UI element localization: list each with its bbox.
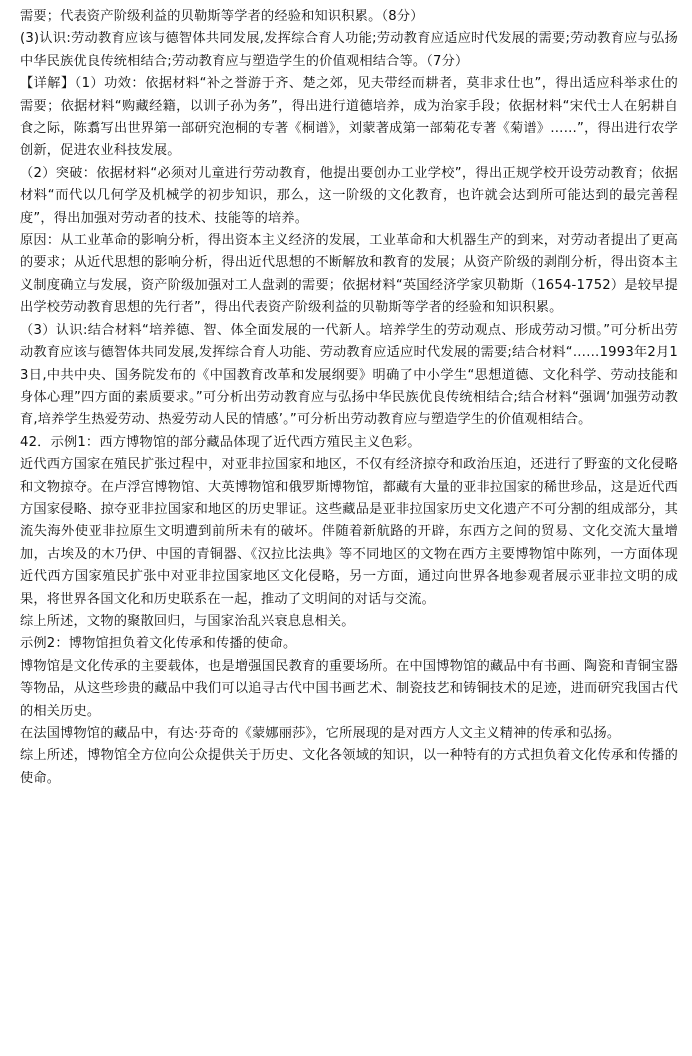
paragraph-explanation-1: 【详解】（1）功效：依据材料“补之誉游于齐、楚之郊，见夫带经而耕者，莫非求仕也”，得出适应科举求仕的需要；依据材料“购藏经籍，以训子孙为务”，得出进行道德培养，成为治家手段；依据材料“宋代士人在躬耕自食之际，陈翥写出世界第一部研究泡桐的专著《桐谱》，刘蒙著成第一部菊花专著《菊谱》……”，得出进行农学创新，促进农业科技发展。 [20, 76, 678, 159]
paragraph-q42-example-2-louvre: 在法国博物馆的藏品中，有达·芬奇的《蒙娜丽莎》，它所展现的是对西方人文主义精神的传承和弘扬。 [20, 726, 621, 741]
paragraph-explanation-3: （3）认识:结合材料“培养德、智、体全面发展的一代新人。培养学生的劳动观点、形成劳动习惯。”可分析出劳动教育应该与德智体共同发展,发挥综合育人功能、劳动教育应适应时代发展的需要;结合材料“……1993年2月13日,中共中央、国务院发布的《中国教育改革和发展纲要》明确了中小学生“思想道德、文化科学、劳动技能和身体心理”四方面的素质要求。”可分析出劳动教育应与弘扬中华民族优良传统相结合;结合材料“强调‘加强劳动教育,培养学生热爱劳动、热爱劳动人民的情感’。”可分析出劳动教育应与塑造学生的价值观相结合。 [20, 322, 678, 428]
paragraph-q42-example-2-body: 博物馆是文化传承的主要载体，也是增强国民教育的重要场所。在中国博物馆的藏品中有书画、陶瓷和青铜宝器等物品，从这些珍贵的藏品中我们可以追寻古代中国书画艺术、制瓷技艺和铸铜技术的足迹，进而研究我国古代的相关历史。 [20, 658, 678, 719]
paragraph-q42-example-1-body: 近代西方国家在殖民扩张过程中，对亚非拉国家和地区，不仅有经济掠夺和政治压迫，还进行了野蛮的文化侵略和文物掠夺。在卢浮宫博物馆、大英博物馆和俄罗斯博物馆，都藏有大量的亚非拉国家的稀世珍品，这是近代西方国家侵略、掠夺亚非拉国家和地区的历史罪证。这些藏品是亚非拉国家历史文化遗产不可分割的组成部分，其流失海外使亚非拉原生文明遭到前所未有的破坏。伴随着新航路的开辟，东西方之间的贸易、文化交流大量增加，古埃及的木乃伊、中国的青铜器、《汉拉比法典》等不同地区的文物在西方主要博物馆中陈列，一方面体现近代西方国家殖民扩张中对亚非拉国家地区文化侵略，另一方面，通过向世界各地参观者展示亚非拉文明的成果，将世界各国文化和历史联系在一起，推动了文明间的对话与交流。 [20, 457, 678, 607]
paragraph-answer-3: (3)认识:劳动教育应该与德智体共同发展,发挥综合育人功能;劳动教育应适应时代发展的需要;劳动教育应与弘扬中华民族优良传统相结合;劳动教育应与塑造学生的价值观相结合等。（7分） [20, 31, 678, 69]
paragraph-q42-example-2-summary: 综上所述，博物馆全方位向公众提供关于历史、文化各领域的知识，以一种特有的方式担负着文化传承和传播的使命。 [20, 748, 678, 786]
paragraph-answer-2-end: 需要；代表资产阶级利益的贝勒斯等学者的经验和知识积累。（8分） [20, 9, 424, 24]
paragraph-explanation-2: （2）突破：依据材料“必须对儿童进行劳动教育，他提出要创办工业学校”，得出正规学校开设劳动教育；依据材料“而代以几何学及机械学的初步知识，那么，这一阶级的文化教育，也许就会达到所可能达到的最完善程度”，得出加强对劳动者的技术、技能等的培养。 [20, 165, 678, 226]
paragraph-q42-example-1-summary: 综上所述，文物的聚散回归，与国家治乱兴衰息息相关。 [20, 613, 355, 629]
paragraph-q42-example-2-title: 示例2：博物馆担负着文化传承和传播的使命。 [20, 636, 297, 652]
paragraph-q42-example-1-title: 42．示例1：西方博物馆的部分藏品体现了近代西方殖民主义色彩。 [20, 434, 421, 450]
paragraph-explanation-reason: 原因：从工业革命的影响分析，得出资本主义经济的发展，工业革命和大机器生产的到来，对劳动者提出了更高的要求；从近代思想的影响分析，得出近代思想的不断解放和教育的发展；从资产阶级的剥削分析，得出资本主义制度确立与发展，资产阶级加强对工人盘剥的需要；依据材料“英国经济学家贝勒斯（1654-1752）是较早提出学校劳动教育思想的先行者”，得出代表资产阶级利益的贝勒斯等学者的经验和知识积累。 [20, 233, 678, 316]
